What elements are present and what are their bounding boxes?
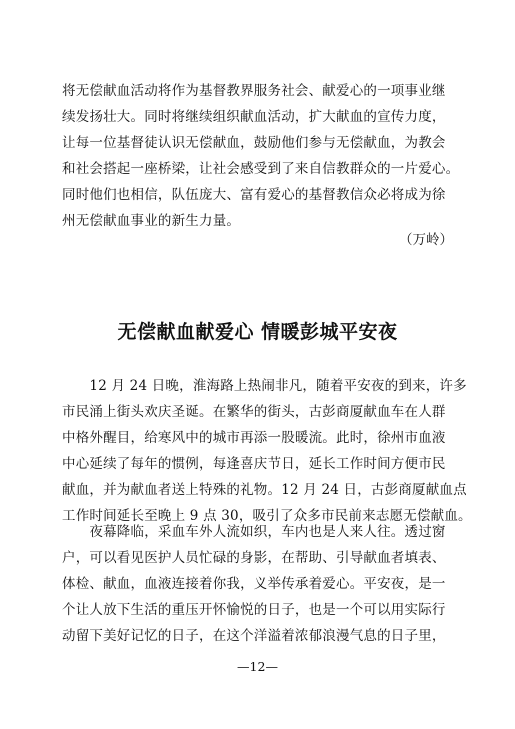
continuation-paragraph — [62, 78, 460, 234]
paragraph-line: 将无偿献血活动将作为基督教界服务社会、献爱心的一项事业继 — [62, 83, 446, 99]
article-title: 无偿献血献爱心 情暖彭城平安夜 — [117, 321, 398, 343]
paragraph-line: 和社会搭起一座桥梁，让社会感受到了来自信教群众的一片爱心。 — [62, 161, 460, 177]
paragraph-line: 市民涌上街头欢庆圣诞。在繁华的街头，古彭商厦献血车在人群 — [62, 404, 446, 420]
article-paragraph-1 — [62, 373, 472, 529]
paragraph-line: 同时他们也相信，队伍庞大、富有爱心的基督教信众必将成为徐 — [62, 187, 446, 203]
paragraph-line: 夜幕降临，采血车外人流如织，车内也是人来人往。透过窗 — [62, 524, 446, 540]
article-paragraph-2 — [62, 519, 457, 649]
paragraph-line: 续发扬壮大。同时将继续组织献血活动，扩大献血的宣传力度， — [62, 109, 446, 125]
paragraph-line: 中心延续了每年的惯例，每逢喜庆节日，延长工作时间方便市民 — [62, 456, 446, 472]
paragraph-line: 中格外醒目，给寒风中的城市再添一股暖流。此时，徐州市血液 — [62, 430, 446, 446]
paragraph-line: 让每一位基督徒认识无偿献血，鼓励他们参与无偿献血，为教会 — [62, 135, 446, 151]
paragraph-line: 12 月 24 日晚，淮海路上热闹非凡，随着平安夜的到来，许多 — [62, 378, 467, 394]
paragraph-line: 户，可以看见医护人员忙碌的身影，在帮助、引导献血者填表、 — [62, 550, 446, 566]
paragraph-line: 体检、献血，血液连接着你我，义举传承着爱心。平安夜，是一 — [62, 576, 446, 592]
paragraph-line: 州无偿献血事业的新生力量。 — [62, 213, 241, 229]
paragraph-line: 工作时间延长至晚上 9 点 30，吸引了众多市民前来志愿无偿献血。 — [62, 508, 472, 524]
paragraph-line: 个让人放下生活的重压开怀愉悦的日子，也是一个可以用实际行 — [62, 602, 446, 618]
author-signature: （万岭） — [399, 232, 453, 248]
paragraph-line: 动留下美好记忆的日子，在这个洋溢着浓郁浪漫气息的日子里， — [62, 628, 446, 644]
paragraph-line: 献血，并为献血者送上特殊的礼物。12 月 24 日，古彭商厦献血点 — [62, 482, 467, 498]
page-number: —12— — [237, 659, 278, 674]
